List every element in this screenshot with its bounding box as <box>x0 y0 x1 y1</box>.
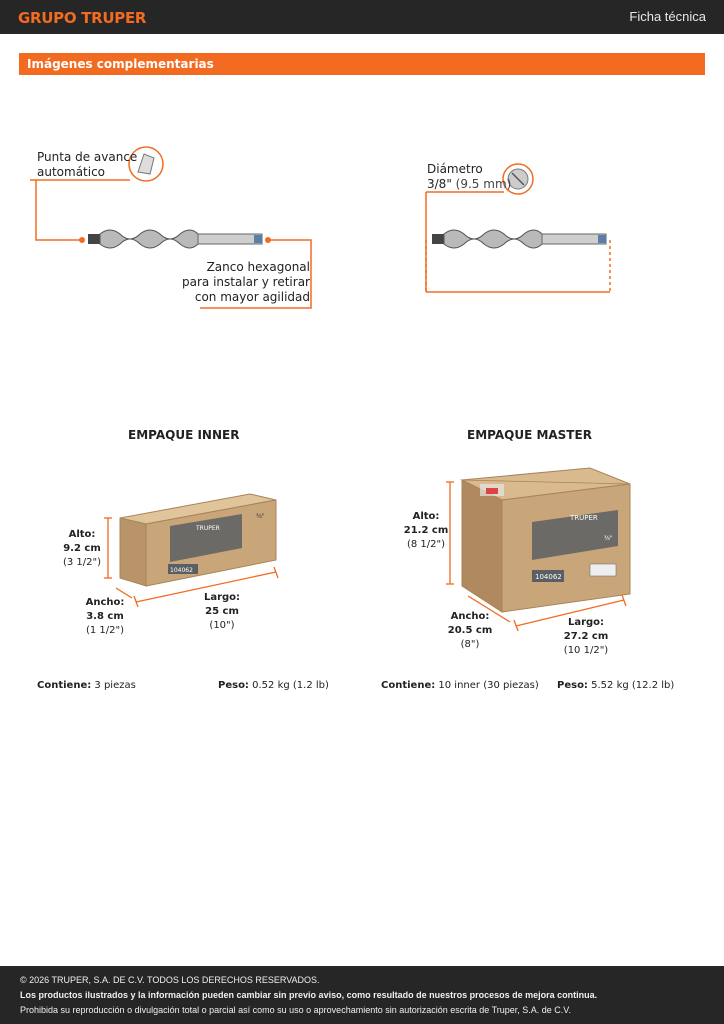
shank-callout-line1: Zanco hexagonal <box>206 260 310 274</box>
inner-box-size: ⅜" <box>256 513 265 520</box>
shank-callout <box>150 260 310 305</box>
master-box-code: 104062 <box>535 573 562 581</box>
inner-contents <box>37 680 136 691</box>
master-box-size: ⅜" <box>604 535 613 542</box>
inner-weight-label: Peso: <box>218 680 249 691</box>
master-weight-label: Peso: <box>557 680 588 691</box>
master-width-measure <box>440 610 500 652</box>
document-type: Ficha técnica <box>629 9 706 24</box>
tip-callout-line2: automático <box>37 165 106 179</box>
inner-width-in: (1 1/2") <box>85 625 125 636</box>
master-height-measure <box>398 510 454 552</box>
master-length-label: Largo: <box>567 617 605 628</box>
section-title: Imágenes complementarias <box>27 57 214 71</box>
diameter-value: 3/8" <box>427 177 452 191</box>
inner-height-measure <box>56 528 108 570</box>
inner-width-label: Ancho: <box>85 597 125 608</box>
master-box-illustration <box>440 462 640 632</box>
diameter-callout <box>427 162 511 192</box>
master-weight-value: 5.52 kg (12.2 lb) <box>591 680 675 691</box>
diameter-value-line <box>427 177 511 192</box>
footer <box>0 966 724 1024</box>
inner-length-in: (10") <box>209 620 235 631</box>
master-width-cm: 20.5 cm <box>447 625 493 636</box>
inner-box-brand: TRUPER <box>196 525 220 532</box>
auger-drill-bit-icon <box>88 230 262 248</box>
master-length-in: (10 1/2") <box>563 645 609 656</box>
master-height-label: Alto: <box>412 511 440 522</box>
master-width-in: (8") <box>460 639 480 650</box>
section-header <box>19 53 705 75</box>
diameter-metric: (9.5 mm) <box>455 177 512 191</box>
inner-contents-label: Contiene: <box>37 680 92 691</box>
master-height-cm: 21.2 cm <box>403 525 449 536</box>
tip-callout <box>37 150 137 180</box>
master-contents <box>381 680 539 691</box>
inner-height-label: Alto: <box>68 529 96 540</box>
footer-prohibition: Prohibida su reproducción o divulgación total o parcial así como su uso o aprovechamiento sin autorización escrita de Truper, S.A. de C.V. <box>20 1005 571 1015</box>
inner-width-measure <box>78 596 132 638</box>
master-height-in: (8 1/2") <box>406 539 446 550</box>
master-weight <box>557 680 674 691</box>
master-contents-value: 10 inner (30 piezas) <box>438 680 539 691</box>
inner-box-code: 104062 <box>170 567 193 574</box>
inner-height-cm: 9.2 cm <box>63 543 101 554</box>
tip-callout-line1: Punta de avance <box>37 150 138 164</box>
footer-copyright: © 2026 TRUPER, S.A. DE C.V. TODOS LOS DERECHOS RESERVADOS. <box>20 975 320 985</box>
master-contents-label: Contiene: <box>381 680 436 691</box>
inner-contents-value: 3 piezas <box>94 680 136 691</box>
shank-callout-line3: con mayor agilidad <box>194 290 310 304</box>
master-length-cm: 27.2 cm <box>563 631 609 642</box>
inner-length-measure <box>194 591 250 633</box>
inner-package-title: EMPAQUE INNER <box>128 428 240 442</box>
footer-notice: Los productos ilustrados y la información pueden cambiar sin previo aviso, como resultado de nuestros procesos de mejora continua. <box>20 990 598 1000</box>
inner-length-label: Largo: <box>203 592 241 603</box>
diameter-label: Diámetro <box>427 162 483 176</box>
auger-drill-bit-icon <box>432 230 606 248</box>
master-package-title: EMPAQUE MASTER <box>467 428 592 442</box>
inner-weight <box>218 680 329 691</box>
master-length-measure <box>556 616 616 658</box>
inner-width-cm: 3.8 cm <box>86 611 124 622</box>
master-width-label: Ancho: <box>450 611 490 622</box>
inner-height-in: (3 1/2") <box>62 557 102 568</box>
inner-weight-value: 0.52 kg (1.2 lb) <box>252 680 329 691</box>
inner-length-cm: 25 cm <box>205 606 239 617</box>
shank-callout-line2: para instalar y retirar <box>182 275 310 289</box>
brand-logo: GRUPO TRUPER <box>18 9 147 27</box>
master-box-brand: TRUPER <box>570 514 598 522</box>
top-bar <box>0 0 724 34</box>
